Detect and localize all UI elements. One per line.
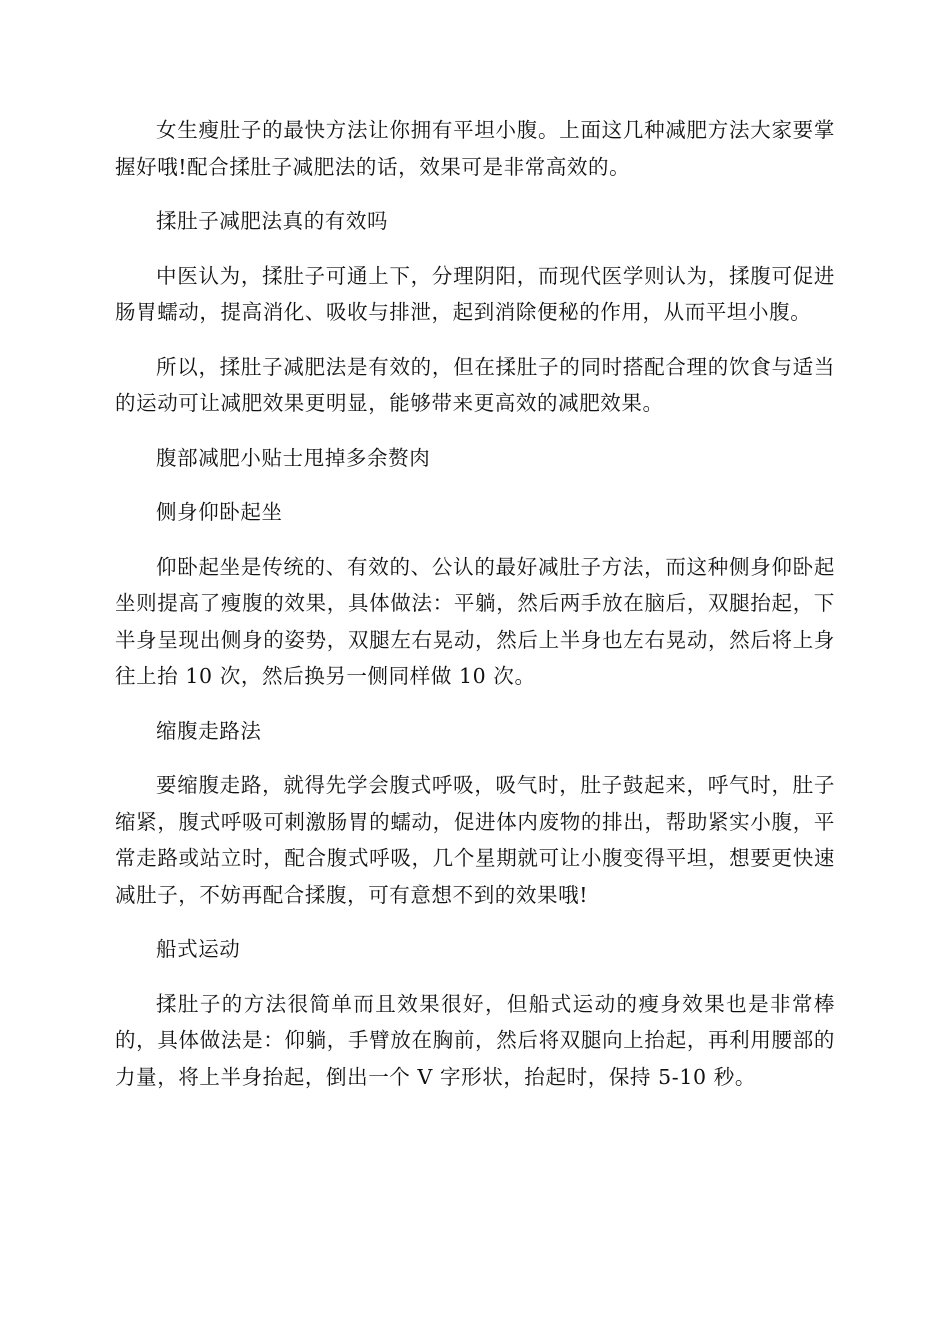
paragraph-intro: 女生瘦肚子的最快方法让你拥有平坦小腹。上面这几种减肥方法大家要掌握好哦!配合揉肚子减肥法的话，效果可是非常高效的。 [115, 118, 835, 179]
paragraph-tcm-view: 中医认为，揉肚子可通上下，分理阴阳，而现代医学则认为，揉腹可促进肠胃蠕动，提高消化、吸收与排泄，起到消除便秘的作用，从而平坦小腹。 [115, 263, 835, 324]
heading-side-situps: 侧身仰卧起坐 [156, 500, 283, 524]
heading-abdominal-tips: 腹部减肥小贴士甩掉多余赘肉 [156, 445, 431, 470]
paragraph-tummy-walking: 要缩腹走路，就得先学会腹式呼吸，吸气时，肚子鼓起来，呼气时，肚子缩紧，腹式呼吸可刺激肠胃的蠕动，促进体内废物的排出，帮助紧实小腹，平常走路或站立时，配合腹式呼吸，几个星期就可让小腹变得平坦，想要更快速减肚子，不妨再配合揉腹，可有意想不到的效果哦! [115, 773, 835, 907]
document-page [115, 112, 835, 1113]
paragraph-side-situps: 仰卧起坐是传统的、有效的、公认的最好减肚子方法，而这种侧身仰卧起坐则提高了瘦腹的效果，具体做法：平躺，然后两手放在脑后，双腿抬起，下半身呈现出侧身的姿势，双腿左右晃动，然后上半身也左右晃动，然后将上身往上抬 10 次，然后换另一侧同样做 10 次。 [115, 554, 835, 688]
heading-tummy-walking: 缩腹走路法 [156, 718, 262, 743]
heading-boat-pose: 船式运动 [156, 937, 241, 961]
paragraph-conclusion: 所以，揉肚子减肥法是有效的，但在揉肚子的同时搭配合理的饮食与适当的运动可让减肥效果更明显，能够带来更高效的减肥效果。 [115, 354, 835, 415]
paragraph-boat-pose: 揉肚子的方法很简单而且效果很好，但船式运动的瘦身效果也是非常棒的，具体做法是：仰躺，手臂放在胸前，然后将双腿向上抬起，再利用腰部的力量，将上半身抬起，倒出一个 V 字形状，抬起时，保持 5-10 秒。 [115, 991, 835, 1089]
heading-massage-effective: 揉肚子减肥法真的有效吗 [156, 209, 389, 233]
